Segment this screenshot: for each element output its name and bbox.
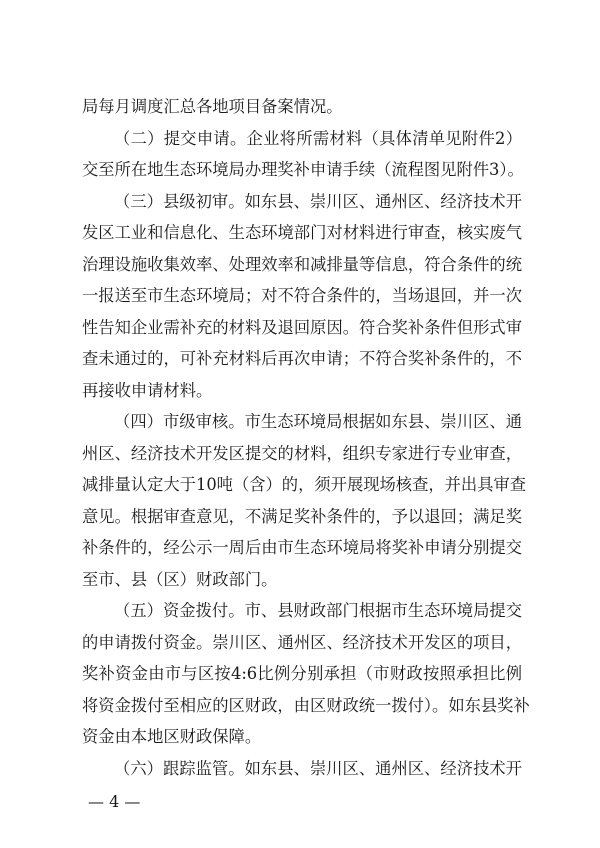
paragraph-line: 资金由本地区财政保障。 [82, 727, 262, 746]
paragraph-line: 再接收申请材料。 [82, 381, 213, 400]
paragraph-line: 意见。根据审查意见，不满足奖补条件的，予以退回；满足奖 [82, 507, 522, 526]
paragraph-line: 州区、经济技术开发区提交的材料，组织专家进行专业审查， [82, 444, 522, 463]
paragraph-line: 一报送至市生态环境局；对不符合条件的，当场退回，并一次 [82, 286, 522, 305]
section-3-heading-line: （三）县级初审。如东县、崇川区、通州区、经济技术开 [114, 192, 522, 211]
paragraph-line: 局每月调度汇总各地项目备案情况。 [82, 97, 343, 116]
page-number: — 4 — [88, 792, 141, 811]
paragraph-line: 减排量认定大于10吨（含）的，须开展现场核查，并出具审查 [82, 475, 527, 494]
paragraph-line: 将资金拨付至相应的区财政，由区财政统一拨付）。如东县奖补 [82, 696, 530, 715]
paragraph-line: 补条件的，经公示一周后由市生态环境局将奖补申请分别提交 [82, 538, 522, 557]
section-2-heading-line: （二）提交申请。企业将所需材料（具体清单见附件2） [114, 129, 522, 148]
paragraph-line: 的申请拨付资金。崇川区、通州区、经济技术开发区的项目， [82, 633, 522, 652]
paragraph-line: 查未通过的，可补充材料后再次申请；不符合奖补条件的，不 [82, 349, 522, 368]
paragraph-line: 发区工业和信息化、生态环境部门对材料进行审查，核实废气 [82, 223, 522, 242]
paragraph-line: 治理设施收集效率、处理效率和减排量等信息，符合条件的统 [82, 255, 522, 274]
paragraph-line: 至市、县（区）财政部门。 [82, 570, 278, 589]
paragraph-line: 奖补资金由市与区按4:6比例分别承担（市财政按照承担比例 [82, 664, 522, 683]
section-6-heading-line: （六）跟踪监管。如东县、崇川区、通州区、经济技术开 [114, 759, 522, 778]
paragraph-line: 交至所在地生态环境局办理奖补申请手续（流程图见附件3）。 [82, 160, 524, 179]
section-4-heading-line: （四）市级审核。市生态环境局根据如东县、崇川区、通 [114, 412, 522, 431]
section-5-heading-line: （五）资金拨付。市、县财政部门根据市生态环境局提交 [114, 601, 522, 620]
paragraph-line: 性告知企业需补充的材料及退回原因。符合奖补条件但形式审 [82, 318, 522, 337]
